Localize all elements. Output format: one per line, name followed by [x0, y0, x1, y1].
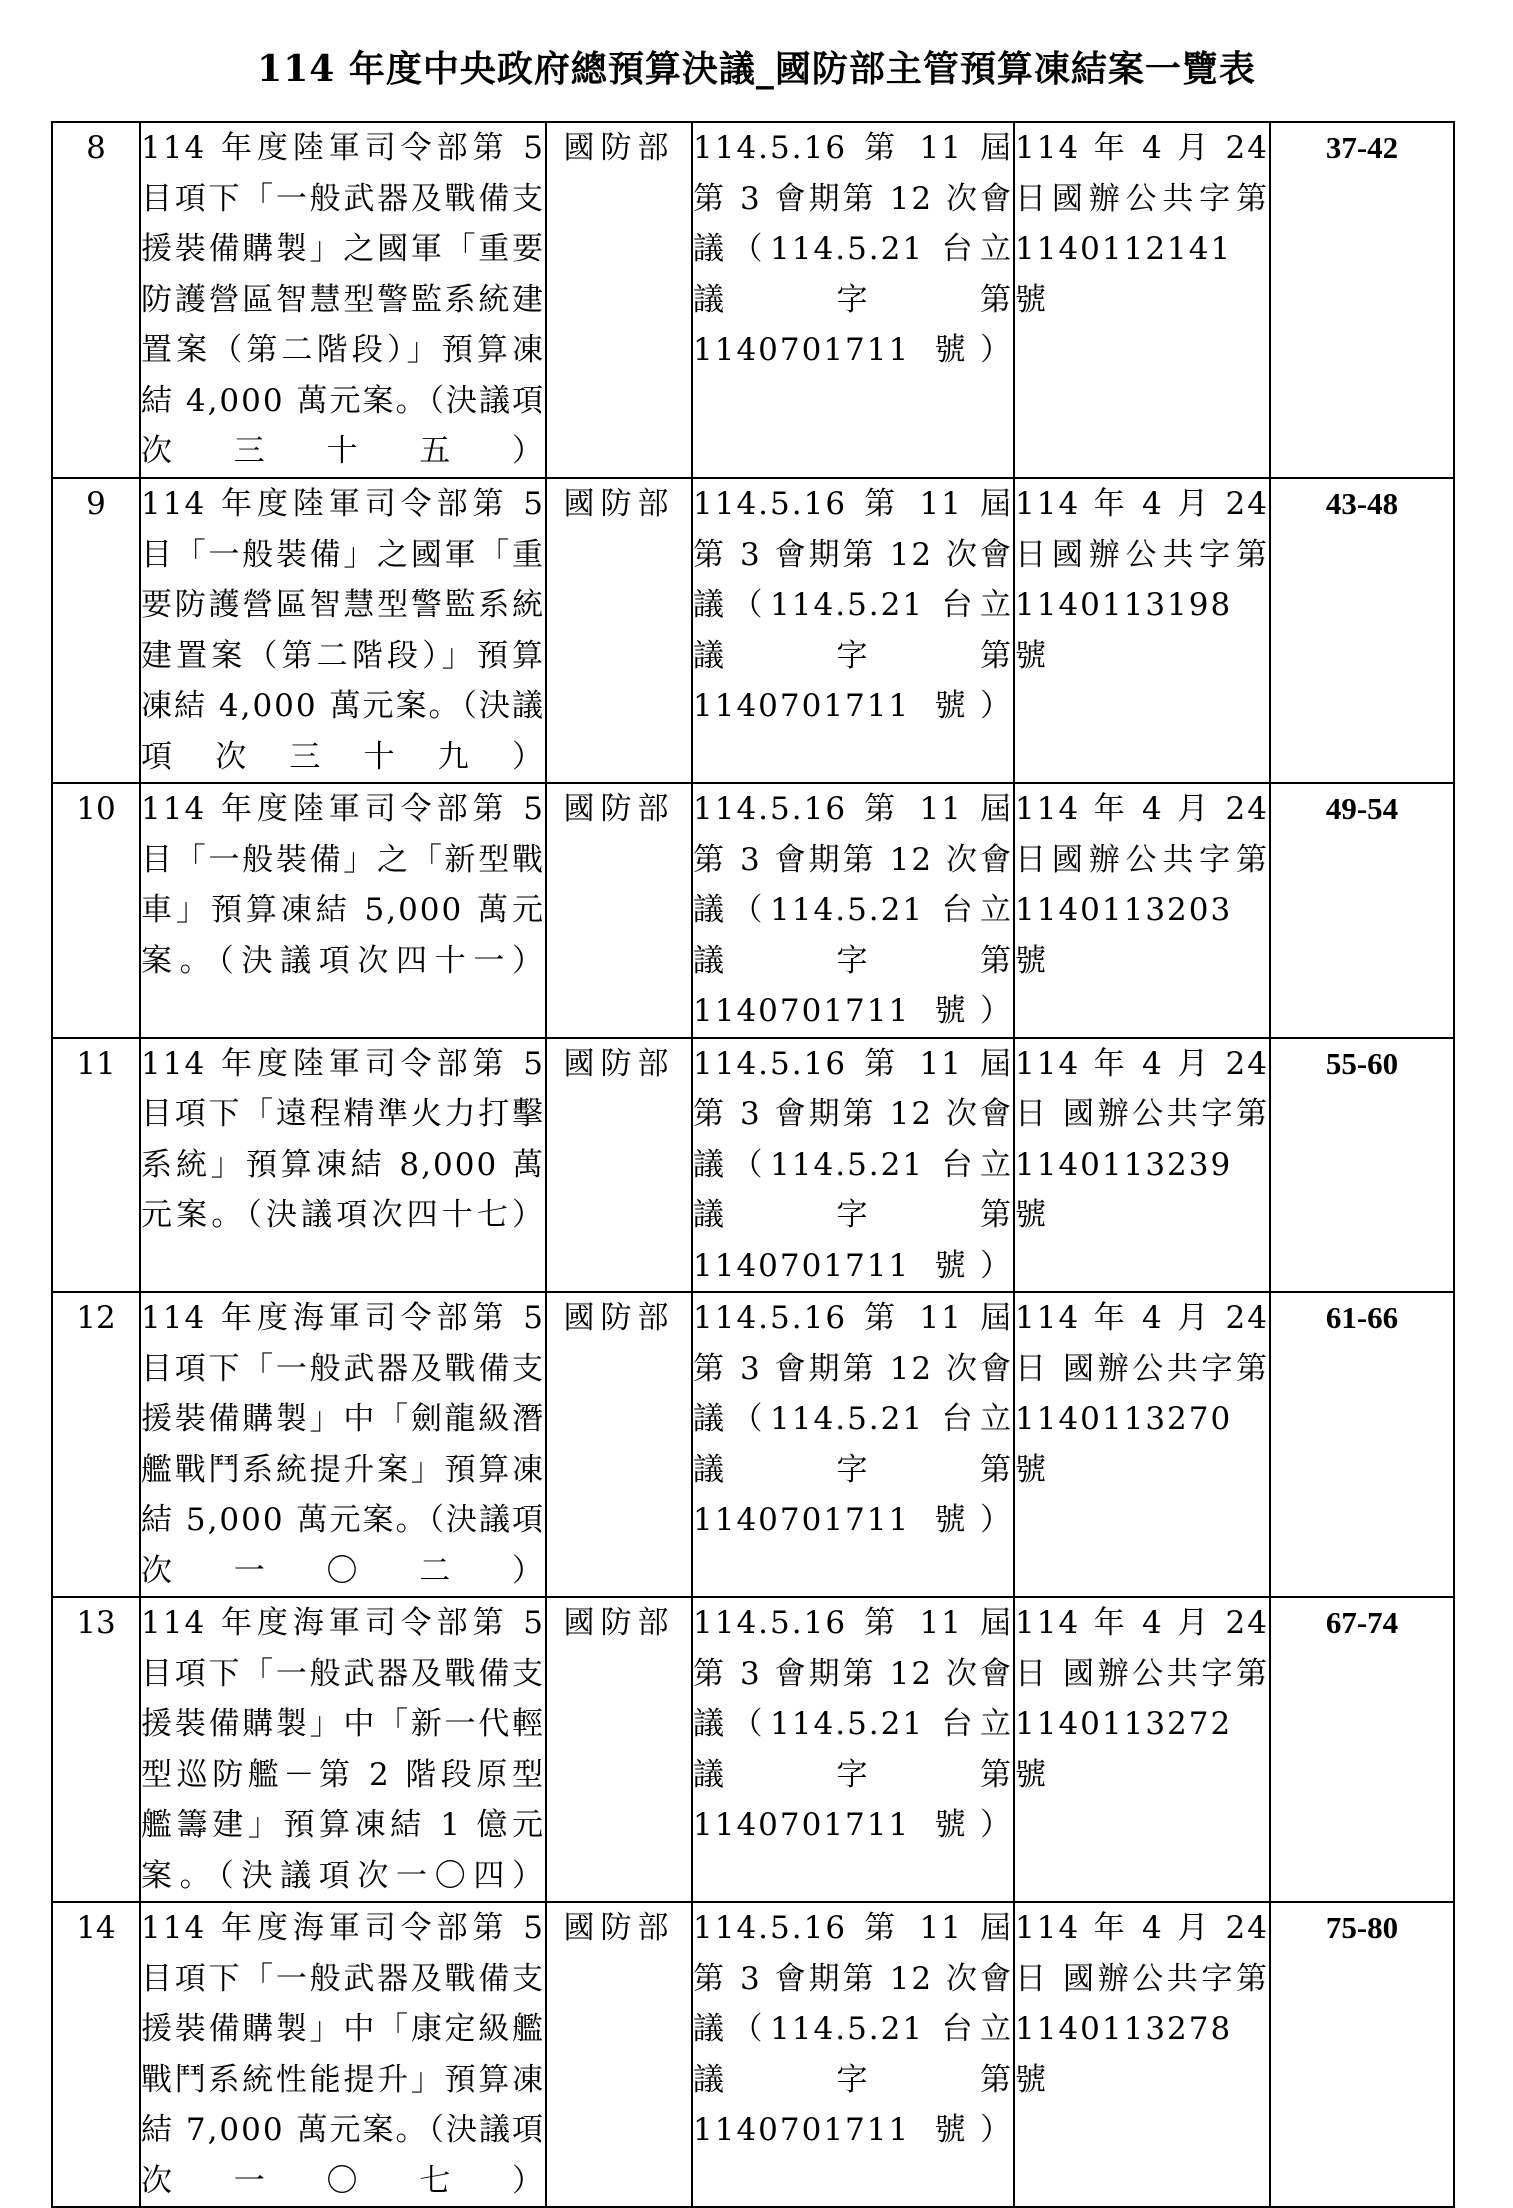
meeting-info: 114.5.16 第 11 屆第 3 會期第 12 次會議（114.5.21 台立議字第 1140701711 號）	[692, 1038, 1014, 1293]
row-number: 8	[52, 122, 140, 478]
meeting-info: 114.5.16 第 11 屆第 3 會期第 12 次會議（114.5.21 台立議字第 1140701711 號）	[692, 1597, 1014, 1902]
table-row	[52, 1292, 1454, 1597]
page-range: 75-80	[1270, 1902, 1454, 2207]
page-title: 114 年度中央政府總預算決議_國防部主管預算凍結案一覽表	[257, 48, 1256, 90]
document-number: 114 年 4 月 24 日 國辦公共字第 1140113272 號	[1014, 1597, 1270, 1902]
table-row	[52, 783, 1454, 1038]
meeting-info: 114.5.16 第 11 屆第 3 會期第 12 次會議（114.5.21 台立議字第 1140701711 號）	[692, 122, 1014, 478]
meeting-info: 114.5.16 第 11 屆第 3 會期第 12 次會議（114.5.21 台立議字第 1140701711 號）	[692, 783, 1014, 1038]
table-row	[52, 122, 1454, 478]
ministry: 國防部	[546, 1902, 692, 2207]
page-range: 55-60	[1270, 1038, 1454, 1293]
row-number: 13	[52, 1597, 140, 1902]
document-number: 114 年 4 月 24 日 國辦公共字第 1140113278 號	[1014, 1902, 1270, 2207]
row-number: 12	[52, 1292, 140, 1597]
case-title: 114 年度海軍司令部第 5 目項下「一般武器及戰備支援裝備購製」中「劍龍級潛艦戰鬥系統提升案」預算凍結 5,000 萬元案。（決議項次一〇二）	[140, 1292, 546, 1597]
case-title: 114 年度陸軍司令部第 5 目項下「遠程精準火力打擊系統」預算凍結 8,000 萬元案。（決議項次四十七）	[140, 1038, 546, 1293]
case-title: 114 年度海軍司令部第 5 目項下「一般武器及戰備支援裝備購製」中「新一代輕型巡防艦－第 2 階段原型艦籌建」預算凍結 1 億元案。（決議項次一〇四）	[140, 1597, 546, 1902]
case-title: 114 年度海軍司令部第 5 目項下「一般武器及戰備支援裝備購製」中「康定級艦戰鬥系統性能提升」預算凍結 7,000 萬元案。（決議項次一〇七）	[140, 1902, 546, 2207]
row-number: 14	[52, 1902, 140, 2207]
row-number: 11	[52, 1038, 140, 1293]
ministry: 國防部	[546, 1292, 692, 1597]
case-title: 114 年度陸軍司令部第 5 目「一般裝備」之國軍「重要防護營區智慧型警監系統建置案（第二階段）」預算凍結 4,000 萬元案。（決議項次三十九）	[140, 478, 546, 783]
ministry: 國防部	[546, 783, 692, 1038]
ministry: 國防部	[546, 122, 692, 478]
page-range: 37-42	[1270, 122, 1454, 478]
page-range: 43-48	[1270, 478, 1454, 783]
document-number: 114 年 4 月 24 日 國辦公共字第 1140113239 號	[1014, 1038, 1270, 1293]
table-row	[52, 1902, 1454, 2207]
case-title: 114 年度陸軍司令部第 5 目項下「一般武器及戰備支援裝備購製」之國軍「重要防護營區智慧型警監系統建置案（第二階段）」預算凍結 4,000 萬元案。（決議項次三十五）	[140, 122, 546, 478]
meeting-info: 114.5.16 第 11 屆第 3 會期第 12 次會議（114.5.21 台立議字第 1140701711 號）	[692, 1292, 1014, 1597]
table-row	[52, 478, 1454, 783]
case-title: 114 年度陸軍司令部第 5 目「一般裝備」之「新型戰車」預算凍結 5,000 萬元案。（決議項次四十一）	[140, 783, 546, 1038]
frozen-budget-table	[51, 121, 1455, 2208]
ministry: 國防部	[546, 478, 692, 783]
page-range: 61-66	[1270, 1292, 1454, 1597]
document-number: 114 年 4 月 24 日國辦公共字第 1140113203 號	[1014, 783, 1270, 1038]
row-number: 10	[52, 783, 140, 1038]
meeting-info: 114.5.16 第 11 屆第 3 會期第 12 次會議（114.5.21 台立議字第 1140701711 號）	[692, 478, 1014, 783]
page-range: 67-74	[1270, 1597, 1454, 1902]
document-number: 114 年 4 月 24 日國辦公共字第 1140112141 號	[1014, 122, 1270, 478]
ministry: 國防部	[546, 1038, 692, 1293]
document-number: 114 年 4 月 24 日國辦公共字第 1140113198 號	[1014, 478, 1270, 783]
page-range: 49-54	[1270, 783, 1454, 1038]
document-number: 114 年 4 月 24 日 國辦公共字第 1140113270 號	[1014, 1292, 1270, 1597]
meeting-info: 114.5.16 第 11 屆第 3 會期第 12 次會議（114.5.21 台立議字第 1140701711 號）	[692, 1902, 1014, 2207]
row-number: 9	[52, 478, 140, 783]
ministry: 國防部	[546, 1597, 692, 1902]
table-row	[52, 1597, 1454, 1902]
table-row	[52, 1038, 1454, 1293]
